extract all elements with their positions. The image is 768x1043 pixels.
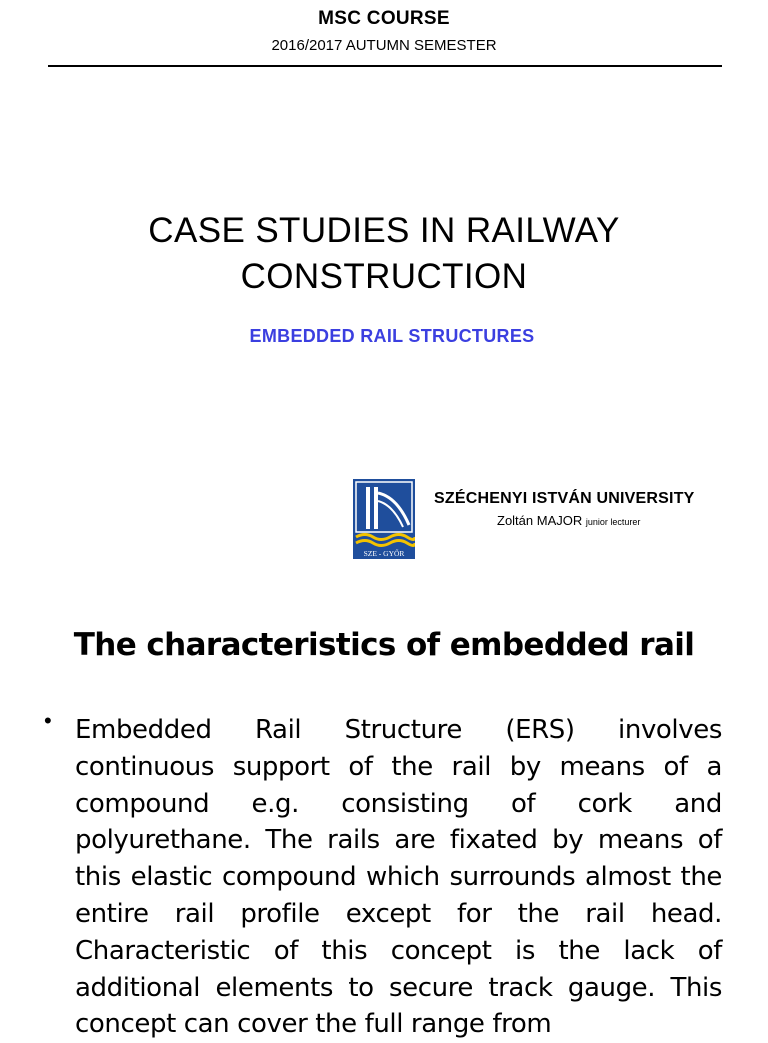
slide-title — [0, 208, 768, 300]
header-divider — [48, 65, 722, 67]
bullet-icon: • — [44, 708, 52, 733]
lecturer-name: Zoltán MAJOR — [497, 513, 583, 528]
lecturer-line — [497, 513, 640, 528]
lecturer-role: junior lecturer — [585, 517, 641, 527]
university-logo-icon — [353, 479, 415, 559]
university-name: SZÉCHENYI ISTVÁN UNIVERSITY — [434, 490, 695, 507]
svg-text:SZE - GYŐR: SZE - GYŐR — [363, 549, 405, 558]
semester-label: 2016/2017 AUTUMN SEMESTER — [271, 37, 497, 54]
slide-title-line2: CONSTRUCTION — [240, 257, 528, 296]
bullet-text: Embedded Rail Structure (ERS) involves continuous support of the rail by means of a compound e.g. consisting of cork and polyurethane. The rails are fixated by means of this elastic compound which surrounds almost the entire rail profile except for the rail head. Characteristic of this concept is the lack of additional elements to secure track gauge. This concept can cover the full range from — [75, 715, 722, 1040]
slide-subtitle: EMBEDDED RAIL STRUCTURES — [249, 326, 535, 346]
course-label: MSC COURSE — [318, 8, 450, 29]
slide-title-line1: CASE STUDIES IN RAILWAY — [148, 211, 620, 250]
content-heading: The characteristics of embedded rail — [73, 627, 695, 663]
content-slide — [0, 600, 768, 1040]
